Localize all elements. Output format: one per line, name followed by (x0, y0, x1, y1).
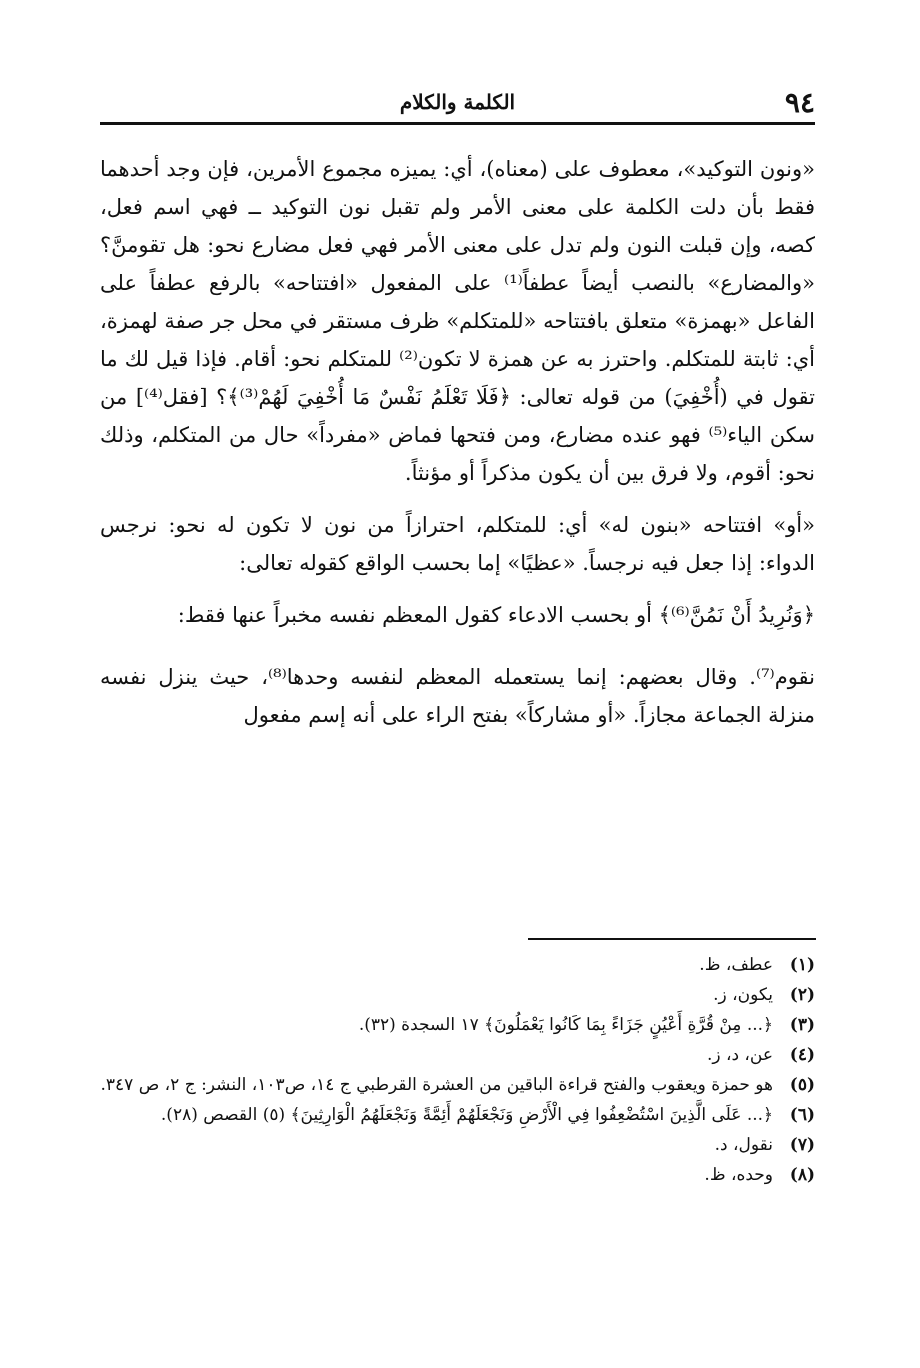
footnote-text: عطف، ظ. (699, 955, 773, 975)
footnote-text: هو حمزة ويعقوب والفتح قراءة الباقين من العشرة القرطبي ج ١٤، ص١٠٣، النشر: ج ٢، ص ٣٤٧. (100, 1075, 773, 1095)
footnote-number: (٧) (789, 1135, 815, 1155)
footnote-number: (٦) (789, 1105, 815, 1125)
footnote-divider (528, 938, 816, 940)
paragraph: ﴿وَنُرِيدُ أَنْ نَمُنَّ⁽⁶⁾﴾ أو بحسب الادعاء كقول المعظم نفسه مخبراً عنها فقط: (177, 603, 815, 627)
page-header (100, 86, 815, 125)
footnote-text: ﴿... مِنْ قُرَّةِ أَعْيُنٍ جَزَاءً بِمَا كَانُوا يَعْمَلُونَ﴾ ١٧ السجدة (٣٢). (358, 1015, 773, 1035)
footnote-item (100, 980, 815, 1010)
paragraph: «أو» افتتاحه «بنون له» أي: للمتكلم، احترازاً من نون لا تكون له نحو: نرجس الدواء: إذا جعل فيه نرجساً. «عظيًا» إما بحسب الواقع كقوله تعالى: (100, 513, 815, 575)
footnotes (100, 950, 815, 1190)
footnote-item (100, 1070, 815, 1100)
footnote-number: (٥) (789, 1075, 815, 1095)
footnote-number: (٤) (789, 1045, 815, 1065)
footnote-item (100, 1100, 815, 1130)
footnote-text: وحده، ظ. (704, 1165, 773, 1185)
main-text (100, 150, 815, 748)
footnote-item (100, 950, 815, 980)
footnote-text: يكون، ز. (713, 985, 773, 1005)
paragraph: نقوم⁽⁷⁾. وقال بعضهم: إنما يستعمله المعظم لنفسه وحدها⁽⁸⁾، حيث ينزل نفسه منزلة الجماعة مجازاً. «أو مشاركاً» بفتح الراء على أنه إسم مفعول (100, 665, 816, 727)
running-title: الكلمة والكلام (399, 90, 516, 114)
footnote-text: ﴿... عَلَى الَّذِينَ اسْتُضْعِفُوا فِي الْأَرْضِ وَنَجْعَلَهُمْ أَئِمَّةً وَنَجْعَلَهُمُ الْوَارِثِينَ﴾ (٥) القصص (٢٨). (160, 1105, 773, 1125)
footnote-number: (٢) (789, 985, 815, 1005)
footnote-item (100, 1160, 815, 1190)
footnote-number: (٣) (789, 1015, 815, 1035)
footnote-item (100, 1040, 815, 1070)
paragraph: «ونون التوكيد»، معطوف على (معناه)، أي: يميزه مجموع الأمرين، فإن وجد أحدهما فقط بأن دلت الكلمة على معنى الأمر ولم تقبل نون التوكيد ــ فهي اسم فعل، كصه، وإن قبلت النون ولم تدل على معنى الأمر فهي فعل مضارع نحو: هل تقومنَّ؟ «والمضارع» بالنصب أيضاً عطفاً⁽¹⁾ على المفعول «افتتاحه» بالرفع عطفاً على الفاعل «بهمزة» متعلق بافتتاحه «للمتكلم» ظرف مستقر في محل جر صفة لهمزة، أي: ثابتة للمتكلم. واحترز به عن همزة لا تكون⁽²⁾ للمتكلم نحو: أقام. فإذا قيل لك ما تقول في (أُخْفِيَ) من قوله تعالى: ﴿فَلَا تَعْلَمُ نَفْسٌ مَا أُخْفِيَ لَهُمْ⁽³⁾﴾؟ [فقل⁽⁴⁾] من سكن الياء⁽⁵⁾ فهو عنده مضارع، ومن فتحها فماض «مفرداً» حال من المتكلم، وذلك نحو: أقوم، ولا فرق بين أن يكون مذكراً أو مؤنثاً. (100, 157, 816, 485)
footnote-number: (٨) (789, 1165, 815, 1185)
footnote-text: نقول، د. (714, 1135, 773, 1155)
page-number: ٩٤ (784, 86, 815, 119)
footnote-item (100, 1010, 815, 1040)
footnote-text: عن، د، ز. (706, 1045, 773, 1065)
footnote-number: (١) (789, 955, 815, 975)
footnote-item (100, 1130, 815, 1160)
